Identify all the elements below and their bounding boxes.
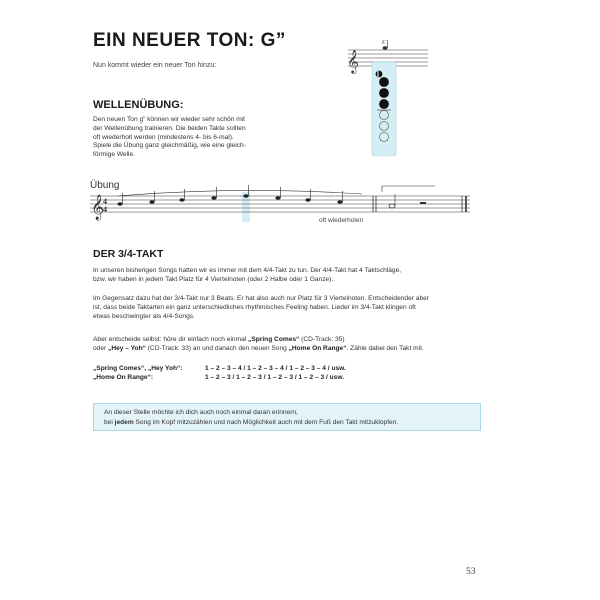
text-line: Spiele die Übung ganz gleichmäßig, wie eine gleich- [93,142,246,150]
treble-clef-icon: 𝄞 [347,49,359,73]
quarter-note [179,198,184,202]
quarter-note [149,200,154,204]
info-line: bei jedem Song im Kopf mitzuzählen und nach Möglichkeit auch mit dem Fuß den Takt mitzuklopfen. [104,418,399,426]
counting-table [93,365,346,383]
info-box [93,403,481,431]
text-line: oder „Hey – Yoh“ (CD-Track: 33) an und danach den neuen Song „Home On Range“. Zähle dabei den Takt mit. [93,344,424,352]
time-signature-top: 4 [103,197,107,206]
text-line: In unseren bisherigen Songs hatten wir es immer mit dem 4/4-Takt zu tun. Der 4/4-Takt hat 4 Taktschläge, [93,267,402,274]
paragraph-4-4 [93,267,473,285]
text-line: etwas beschwingter als 4/4-Songs. [93,312,195,320]
quarter-note [243,194,248,198]
quarter-note [211,196,216,200]
counting-row: „Spring Comes“, „Hey Yoh“: 1 – 2 – 3 – 4 / 1 – 2 – 3 – 4 / 1 – 2 – 3 – 4 / usw. [93,365,346,372]
intro-text: Nun kommt wieder ein neuer Ton hinzu: [93,62,217,69]
half-note [389,204,395,208]
quarter-note [337,200,342,204]
text-line: Den neuen Ton g” können wir wieder sehr schön mit [93,116,245,123]
text-line: bzw. wir haben in jedem Takt Platz für 4 Viertelnoten (oder 2 Halbe oder 1 Ganze). [93,275,334,283]
thumb-hole [376,71,382,77]
text-line: Im Gegensatz dazu hat der 3/4-Takt nur 3 Beats. Er hat also auch nur Platz für 3 Viertelnoten. Entscheidender aber [93,295,429,302]
treble-clef-icon: 𝄞 [91,195,105,220]
time-signature-bottom: 4 [103,205,107,214]
note-head [383,46,388,50]
repeat-instruction: oft wiederholen [319,217,364,224]
volta-bracket [382,186,435,192]
fingering-chart [344,40,429,158]
notes-group [117,185,342,206]
page-number: 53 [466,567,476,577]
section-heading-3-4-takt: DER 3/4-TAKT [93,248,164,260]
paragraph-3-4 [93,295,473,321]
section-heading-wellenuebung: WELLENÜBUNG: [93,99,184,111]
quarter-note [275,196,280,200]
text-line: förmige Welle. [93,151,136,159]
finger-hole [380,78,389,87]
text-line: oft wiederholt werden (mindestens 4- bis 6-mal). [93,133,234,141]
page-title: EIN NEUER TON: G” [93,30,286,51]
music-staff [90,180,470,225]
finger-hole [380,89,389,98]
quarter-note [117,202,122,206]
text-line: der Wellenübung trainieren. Die beiden Takte sollten [93,124,246,132]
wellenuebung-text [93,116,278,160]
half-rest [420,202,426,204]
fingering-note-label: g” [382,40,387,45]
paragraph-listen [93,336,473,354]
staff-label: Übung [90,180,120,191]
counting-row: „Home On Range“: 1 – 2 – 3 / 1 – 2 – 3 / 1 – 2 – 3 / 1 – 2 – 3 / usw. [93,373,345,381]
info-line: An dieser Stelle möchte ich dich auch noch einmal daran erinnern, [104,409,298,416]
finger-hole [380,100,389,109]
text-line: Aber entscheide selbst: höre dir einfach noch einmal „Spring Comes“ (CD-Track: 35) [93,336,345,343]
quarter-note [305,198,310,202]
text-line: ist, dass beide Taktarten ein ganz unterschiedliches rhythmisches Feeling haben. Lieder im 3/4-Takt klingen oft [93,303,416,311]
